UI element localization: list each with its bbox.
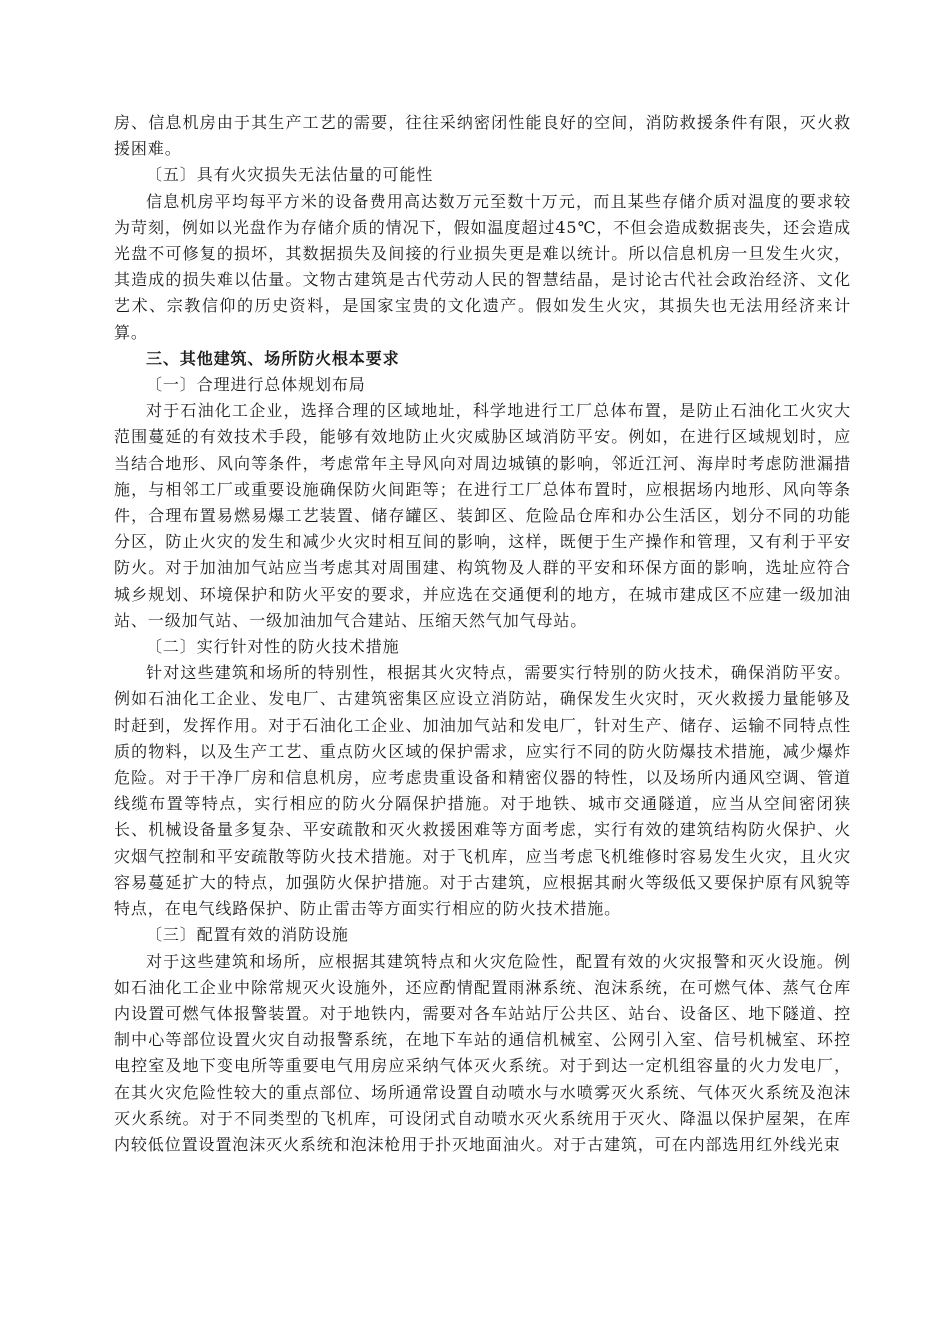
paragraph-continued: 房、信息机房由于其生产工艺的需要，往往采纳密闭性能良好的空间，消防救援条件有限，灭火救援困难。 [114, 113, 851, 159]
subheading-three: 〔三〕配置有效的消防设施 [146, 925, 349, 945]
section-heading-three: 三、其他建筑、场所防火根本要求 [146, 348, 400, 368]
paragraph: 对于这些建筑和场所，应根据其建筑特点和火灾危险性，配置有效的火灾报警和灭火设施。例如石油化工企业中除常规灭火设施外，还应酌情配置雨淋系统、泡沫系统，在可燃气体、蒸气仓库内设置可燃气体报警装置。对于地铁内，需要对各车站站厅公共区、站台、设备区、地下隧道、控制中心等部位设置火灾自动报警系统，在地下车站的通信机械室、公网引入室、信号机械室、环控电控室及地下变电所等重要电气用房应采纳气体灭火系统。对于到达一定机组容量的火力发电厂，在其火灾危险性较大的重点部位、场所通常设置自动喷水与水喷雾灭火系统、气体灭火系统及泡沫灭火系统。对于不同类型的飞机库，可设闭式自动喷水灭火系统用于灭火、降温以保护屋架，在库内较低位置设置泡沫灭火系统和泡沫枪用于扑灭地面油火。对于古建筑，可在内部选用红外线光束 [114, 951, 851, 1154]
paragraph: 信息机房平均每平方米的设备费用高达数万元至数十万元，而且某些存储介质对温度的要求较为苛刻，例如以光盘作为存储介质的情况下，假如温度超过45℃，不但会造成数据丧失，还会造成光盘不可修复的损坏，其数据损失及间接的行业损失更是难以统计。所以信息机房一旦发生火灾，其造成的损失难以估量。文物古建筑是古代劳动人民的智慧结晶，是讨论古代社会政治经济、文化艺术、宗教信仰的历史资料，是国家宝贵的文化遗产。假如发生火灾，其损失也无法用经济来计算。 [114, 191, 851, 342]
paragraph: 对于石油化工企业，选择合理的区域地址，科学地进行工厂总体布置，是防止石油化工火灾大范围蔓延的有效技术手段，能够有效地防止火灾威胁区域消防平安。例如，在进行区域规划时，应当结合地形、风向等条件，考虑常年主导风向对周边城镇的影响，邻近江河、海岸时考虑防泄漏措施，与相邻工厂或重要设施确保防火间距等；在进行工厂总体布置时，应根据场内地形、风向等条件，合理布置易燃易爆工艺装置、储存罐区、装卸区、危险品仓库和办公生活区，划分不同的功能分区，防止火灾的发生和减少火灾时相互间的影响，这样，既便于生产操作和管理，又有利于平安防火。对于加油加气站应当考虑其对周围建、构筑物及人群的平安和环保方面的影响，选址应符合城乡规划、环境保护和防火平安的要求，并应选在交通便利的地方，在城市建成区不应建一级加油站、一级加气站、一级加油加气合建站、压缩天然气加气母站。 [114, 401, 851, 630]
subheading-one: 〔一〕合理进行总体规划布局 [146, 375, 366, 395]
paragraph: 针对这些建筑和场所的特别性，根据其火灾特点，需要实行特别的防火技术，确保消防平安。例如石油化工企业、发电厂、古建筑密集区应设立消防站，确保发生火灾时，灭火救援力量能够及时赶到，发挥作用。对于石油化工企业、加油加气站和发电厂，针对生产、储存、运输不同特点性质的物料，以及生产工艺、重点防火区域的保护需求，应实行不同的防火防爆技术措施，减少爆炸危险。对于干净厂房和信息机房，应考虑贵重设备和精密仪器的特性，以及场所内通风空调、管道线缆布置等特点，实行相应的防火分隔保护措施。对于地铁、城市交通隧道，应当从空间密闭狭长、机械设备量多复杂、平安疏散和灭火救援困难等方面考虑，实行有效的建筑结构防火保护、火灾烟气控制和平安疏散等防火技术措施。对于飞机库，应当考虑飞机维修时容易发生火灾，且火灾容易蔓延扩大的特点，加强防火保护措施。对于古建筑，应根据其耐火等级低又要保护原有风貌等特点，在电气线路保护、防止雷击等方面实行相应的防火技术措施。 [114, 663, 851, 919]
document-page [114, 110, 851, 1158]
subheading-two: 〔二〕实行针对性的防火技术措施 [146, 637, 400, 657]
subheading-five: 〔五〕具有火灾损失无法估量的可能性 [146, 165, 434, 185]
